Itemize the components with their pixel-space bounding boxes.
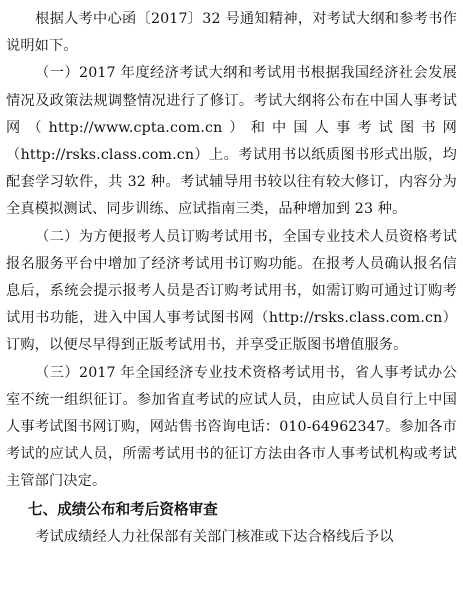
paragraph-item-1: （一）2017 年度经济考试大纲和考试用书根据我国经济社会发展情况及政策法规调整情况进行了修订。考试大纲将公布在中国人事考试网（http://www.cpta.com.cn）和中国人事考试图书网（http://rsks.class.com.cn）上。考试用书以纸质图书形式出版，均配套学习软件，共 32 种。考试辅导用书较以往有较大修订，内容分为全真模拟测试、同步训练、应试指南三类，品种增加到 23 种。: [6, 65, 457, 218]
section-heading: 七、成绩公布和考后资格审查: [28, 500, 218, 518]
paragraph-item-2: （二）为方便报考人员订购考试用书，全国专业技术人员资格考试报名服务平台中增加了经济考试用书订购功能。在报考人员确认报名信息后，系统会提示报考人员是否订购考试用书，如需订购可通过订购考试用书功能，进入中国人事考试图书网（http://rsks.class.com.cn）订购，以便尽早得到正版考试用书，并享受正版图书增值服务。: [6, 228, 457, 354]
paragraph-item-3: （三）2017 年全国经济专业技术资格考试用书，省人事考试办公室不统一组织征订。参加省直考试的应试人员，由应试人员自行上中国人事考试图书网订购，网站售书咨询电话：010-64962347。参加各市考试的应试人员，所需考试用书的征订方法由各市人事考试机构或考试主管部门决定。: [6, 364, 457, 490]
trailing-paragraph: 考试成绩经人力社保部有关部门核准或下达合格线后予以: [35, 528, 394, 545]
intro-paragraph: 根据人考中心函〔2017〕32 号通知精神，对考试大纲和参考书作说明如下。: [6, 11, 457, 55]
